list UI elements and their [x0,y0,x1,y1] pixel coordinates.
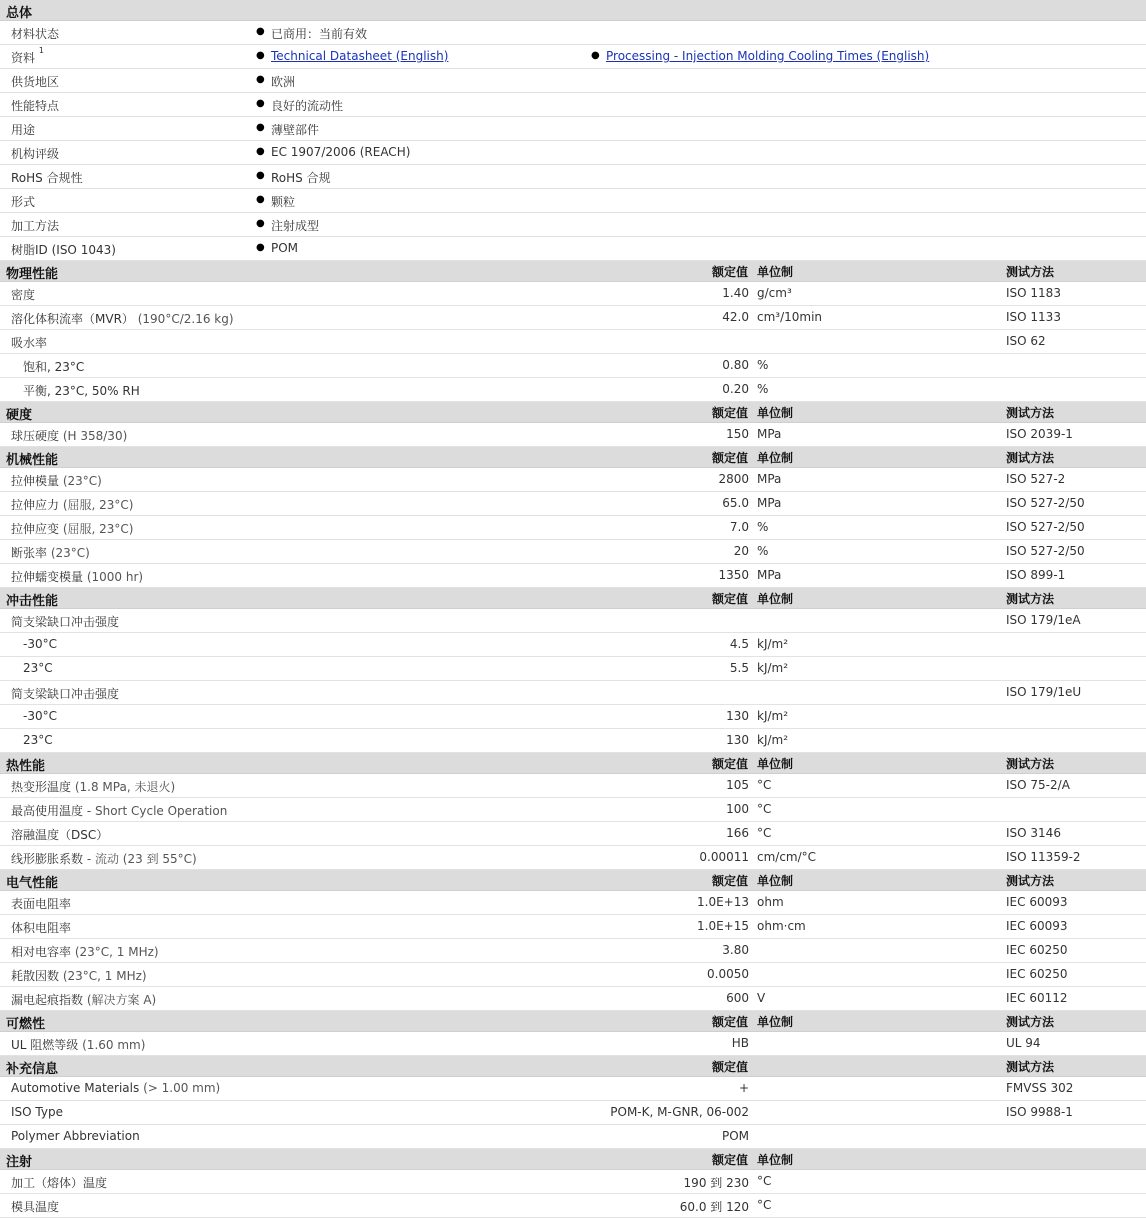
column-header-value: 额定值 [711,592,748,606]
property-label [11,568,143,585]
property-label [23,637,57,651]
property-condition: (1.8 MPa, 未退火) [74,780,176,794]
property-label [11,826,108,843]
property-row [0,492,1146,516]
property-name: 拉伸应变 [11,522,60,536]
column-header-value: 额定值 [711,1153,748,1167]
property-value: 100 [726,802,749,816]
property-row [0,378,1146,402]
general-row [0,213,1146,237]
property-name: 表面电阻率 [11,897,72,911]
section-title: 注射 [6,1155,33,1170]
property-name: -30°C [23,637,57,651]
column-header-method: 测试方法 [1006,757,1055,771]
test-method: IEC 60093 [1006,895,1068,909]
property-name: 吸水率 [11,336,48,350]
property-label [11,778,175,795]
property-row [0,540,1146,564]
section-title: 可燃性 [6,1017,46,1032]
property-value: HB [731,1036,749,1050]
property-name: 体积电阻率 [11,921,72,935]
test-method: ISO 527-2/50 [1006,496,1085,510]
property-row [0,306,1146,330]
property-label [23,382,140,399]
property-unit: ohm·cm [757,919,806,933]
general-label [11,121,35,138]
property-name: 23°C [23,661,53,675]
property-condition: (23°C) [50,546,90,560]
property-value: 150 [726,427,749,441]
processing-link[interactable]: Processing - Injection Molding Cooling Times (English) [606,49,930,63]
property-name: Automotive Materials [11,1081,140,1095]
section-title: 总体 [6,6,33,21]
property-unit: °C [757,826,772,840]
property-value: 1350 [718,568,749,582]
property-name: 拉伸模量 [11,474,60,488]
general-label-text: 机构评级 [11,147,60,161]
property-label [11,334,47,351]
section-title: 冲击性能 [6,594,59,609]
property-label [11,850,197,867]
property-label [11,1105,63,1119]
property-name: -30°C [23,709,57,723]
property-unit: % [757,544,769,558]
property-value: 7.0 [729,520,749,534]
property-unit: ohm [757,895,784,909]
bullet-icon: ● [256,50,265,61]
section-title: 硬度 [6,408,33,423]
property-label [23,733,53,747]
property-name: 拉伸蠕变模量 [11,570,84,584]
property-label [11,919,71,936]
property-row [0,987,1146,1011]
property-condition: (> 1.00 mm) [143,1081,221,1095]
property-value: 65.0 [722,496,749,510]
test-method: ISO 1183 [1006,286,1061,300]
section-header [0,402,1146,423]
property-value: 20 [733,544,749,558]
property-unit: V [757,991,766,1005]
property-value: POM-K, M-GNR, 06-002 [610,1105,749,1119]
general-label [11,193,35,210]
test-method: IEC 60250 [1006,943,1068,957]
property-name: 球压硬度 [11,429,60,443]
property-label [11,520,134,537]
property-label [11,943,159,960]
general-label-text: 形式 [11,195,36,209]
property-unit: % [757,382,769,396]
property-unit: °C [757,778,772,792]
property-unit: % [757,358,769,372]
general-label-text: 供货地区 [11,75,60,89]
property-unit: kJ/m² [757,709,789,723]
property-row [0,423,1146,447]
property-unit: MPa [757,496,782,510]
property-unit: kJ/m² [757,637,789,651]
general-label [11,169,83,186]
general-row [0,45,1146,69]
property-condition: (屈服, 23°C) [62,522,134,536]
property-value: 60.0 到 120 [679,1200,749,1214]
property-value: 0.20 [722,382,749,396]
general-row [0,93,1146,117]
property-value: 1.0E+13 [697,895,749,909]
property-value: 130 [726,733,749,747]
property-label [23,358,84,375]
section-header [0,261,1146,282]
section-title: 补充信息 [6,1062,59,1077]
general-label-text: 材料状态 [11,27,60,41]
general-row [0,165,1146,189]
property-label [11,802,227,819]
property-name: 密度 [11,288,36,302]
property-label [23,661,53,675]
property-row [0,705,1146,729]
property-value: 130 [726,709,749,723]
general-label-text: 加工方法 [11,219,60,233]
section-header-general [0,0,1146,21]
property-name: 简支梁缺口冲击强度 [11,687,120,701]
property-label [11,1198,59,1215]
property-condition: (屈服, 23°C) [62,498,134,512]
property-name: 溶化体积流率（MVR） [11,312,134,326]
property-label [11,967,147,984]
property-value: 1.40 [722,286,749,300]
test-method: ISO 75-2/A [1006,778,1070,792]
test-method: ISO 11359-2 [1006,850,1081,864]
property-label [11,895,71,912]
property-label [11,1174,107,1191]
property-row [0,633,1146,657]
section-header [0,588,1146,609]
property-unit: MPa [757,568,782,582]
test-method: ISO 3146 [1006,826,1061,840]
general-label [11,217,59,234]
property-label [11,991,156,1008]
property-row [0,609,1146,633]
bullet-icon: ● [256,122,265,133]
section-header [0,1011,1146,1032]
property-row [0,1032,1146,1056]
property-name: 溶融温度（DSC） [11,828,109,842]
section-header [0,753,1146,774]
column-header-unit: 单位制 [757,592,794,606]
bullet-icon: ● [256,98,265,109]
property-row [0,1077,1146,1101]
test-method: ISO 179/1eU [1006,685,1082,699]
property-name: 拉伸应力 [11,498,60,512]
general-value: RoHS 合规 [271,171,331,185]
column-header-value: 额定值 [711,406,748,420]
general-value: EC 1907/2006 (REACH) [271,145,411,159]
property-unit: MPa [757,472,782,486]
property-name: 加工（熔体）温度 [11,1176,108,1190]
general-label [11,241,116,258]
section-header [0,870,1146,891]
section-title: 电气性能 [6,876,59,891]
property-value: 105 [726,778,749,792]
property-unit: cm³/10min [757,310,823,324]
property-name: 模具温度 [11,1200,60,1214]
property-value: 3.80 [722,943,749,957]
column-header-unit: 单位制 [757,874,794,888]
section-title: 物理性能 [6,267,59,282]
general-rows [0,21,1146,261]
test-method: ISO 2039-1 [1006,427,1073,441]
property-unit: g/cm³ [757,286,792,300]
property-value: 42.0 [722,310,749,324]
property-value: 5.5 [729,661,749,675]
property-value: 600 [726,991,749,1005]
test-method: UL 94 [1006,1036,1041,1050]
general-value: 已商用：当前有效 [271,27,368,41]
property-value: 4.5 [729,637,749,651]
property-unit: kJ/m² [757,661,789,675]
general-value: 良好的流动性 [271,99,344,113]
property-value: 0.00011 [699,850,749,864]
property-value: 0.80 [722,358,749,372]
section-header [0,1056,1146,1077]
property-unit: cm/cm/°C [757,850,817,864]
test-method: IEC 60112 [1006,991,1068,1005]
section-title: 机械性能 [6,453,59,468]
general-row [0,237,1146,261]
bullet-icon: ● [256,26,265,37]
test-method: ISO 179/1eA [1006,613,1081,627]
general-label-text: 树脂ID (ISO 1043) [11,243,116,257]
property-label [11,613,119,630]
bullet-icon: ● [256,194,265,205]
property-label [11,310,234,327]
property-label [11,472,102,489]
section-title: 热性能 [6,759,46,774]
property-label [11,544,90,561]
property-name: UL 阻燃等级 [11,1038,79,1052]
column-header-value: 额定值 [711,874,748,888]
general-label-text: 用途 [11,123,36,137]
general-row [0,117,1146,141]
property-value: 0.0050 [707,967,749,981]
column-header-method: 测试方法 [1006,406,1055,420]
general-label-text: RoHS 合规性 [11,171,83,185]
property-label [11,1081,220,1095]
property-condition: (190°C/2.16 kg) [137,312,234,326]
property-row [0,1170,1146,1194]
property-row [0,282,1146,306]
property-condition: (23°C, 1 MHz) [62,969,147,983]
column-header-method: 测试方法 [1006,451,1055,465]
property-name: 23°C [23,733,53,747]
property-row [0,891,1146,915]
property-row [0,774,1146,798]
test-method: IEC 60250 [1006,967,1068,981]
property-name: 线形膨胀系数 [11,852,84,866]
property-row [0,846,1146,870]
general-value: 欧洲 [271,75,296,89]
column-header-method: 测试方法 [1006,874,1055,888]
property-condition: (1.60 mm) [82,1038,146,1052]
property-label [11,496,134,513]
property-row [0,798,1146,822]
property-unit: °C [757,1174,772,1188]
general-label [11,145,59,162]
property-row [0,657,1146,681]
property-unit: kJ/m² [757,733,789,747]
general-label [11,73,59,90]
bullet-icon: ● [591,50,600,61]
property-row [0,1194,1146,1218]
property-label [11,1129,140,1143]
property-name: Polymer Abbreviation [11,1129,140,1143]
column-header-value: 额定值 [711,1015,748,1029]
property-name: 平衡, 23°C, 50% RH [23,384,140,398]
property-value: 190 到 230 [683,1176,749,1190]
property-condition: (H 358/30) [62,429,128,443]
column-header-method: 测试方法 [1006,592,1055,606]
general-label-text: 性能特点 [11,99,60,113]
general-value: 薄壁部件 [271,123,320,137]
bullet-icon: ● [256,218,265,229]
column-header-method: 测试方法 [1006,1060,1055,1074]
property-sections [0,261,1146,1218]
general-row [0,69,1146,93]
property-condition: (解决方案 A) [86,993,157,1007]
property-value: 1.0E+15 [697,919,749,933]
property-row [0,1125,1146,1149]
test-method: ISO 62 [1006,334,1046,348]
general-label [11,97,59,114]
column-header-unit: 单位制 [757,451,794,465]
column-header-unit: 单位制 [757,757,794,771]
property-row [0,963,1146,987]
property-row [0,330,1146,354]
general-label [11,46,44,66]
property-name: 耗散因数 [11,969,60,983]
bullet-icon: ● [256,242,265,253]
property-label [23,709,57,723]
general-row [0,141,1146,165]
property-row [0,354,1146,378]
property-row [0,729,1146,753]
property-name: 漏电起痕指数 [11,993,84,1007]
property-value: 166 [726,826,749,840]
property-name: 断张率 [11,546,48,560]
property-label [11,1036,145,1053]
test-method: IEC 60093 [1006,919,1068,933]
general-label-text: 资料 [11,51,36,65]
test-method: ISO 899-1 [1006,568,1066,582]
footnote-marker: 1 [38,46,44,55]
property-row [0,915,1146,939]
property-row [0,516,1146,540]
column-header-unit: 单位制 [757,1015,794,1029]
property-unit: MPa [757,427,782,441]
general-row [0,189,1146,213]
column-header-unit: 单位制 [757,406,794,420]
test-method: FMVSS 302 [1006,1081,1074,1095]
column-header-value: 额定值 [711,265,748,279]
test-method: ISO 527-2 [1006,472,1066,486]
property-row [0,468,1146,492]
test-method: ISO 527-2/50 [1006,520,1085,534]
property-label [11,685,119,702]
general-value: POM [271,241,299,255]
property-label [11,286,35,303]
bullet-icon: ● [256,74,265,85]
property-value: POM [721,1129,749,1143]
property-row [0,1101,1146,1125]
bullet-icon: ● [256,146,265,157]
column-header-method: 测试方法 [1006,265,1055,279]
test-method: ISO 1133 [1006,310,1061,324]
test-method: ISO 527-2/50 [1006,544,1085,558]
column-header-value: 额定值 [711,1060,748,1074]
property-condition: (1000 hr) [86,570,144,584]
property-label [11,427,127,444]
column-header-unit: 单位制 [757,265,794,279]
column-header-value: 额定值 [711,757,748,771]
property-row [0,822,1146,846]
column-header-unit: 单位制 [757,1153,794,1167]
property-condition: (23°C) [62,474,102,488]
property-condition: - 流动 (23 到 55°C) [86,852,197,866]
section-header [0,447,1146,468]
property-condition: - Short Cycle Operation [86,804,228,818]
property-value: + [738,1081,749,1095]
general-label [11,25,59,42]
property-row [0,564,1146,588]
property-name: 简支梁缺口冲击强度 [11,615,120,629]
property-unit: °C [757,1198,772,1212]
property-condition: (23°C, 1 MHz) [74,945,159,959]
property-name: 热变形温度 [11,780,72,794]
property-name: 饱和, 23°C [23,360,85,374]
property-value: 2800 [718,472,749,486]
property-name: ISO Type [11,1105,63,1119]
general-value: 注射成型 [271,219,320,233]
column-header-value: 额定值 [711,451,748,465]
column-header-method: 测试方法 [1006,1015,1055,1029]
bullet-icon: ● [256,170,265,181]
property-unit: % [757,520,769,534]
property-row [0,681,1146,705]
general-row [0,21,1146,45]
general-value: 颗粒 [271,195,296,209]
property-name: 最高使用温度 [11,804,84,818]
datasheet-link[interactable]: Technical Datasheet (English) [271,49,449,63]
section-header [0,1149,1146,1170]
property-row [0,939,1146,963]
property-name: 相对电容率 [11,945,72,959]
property-unit: °C [757,802,772,816]
test-method: ISO 9988-1 [1006,1105,1073,1119]
